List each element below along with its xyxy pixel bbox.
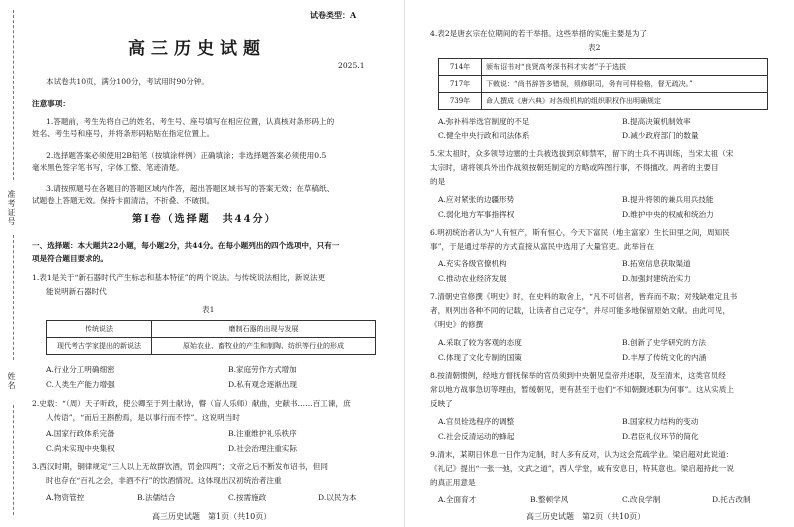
dashed-line-bottom [13, 405, 14, 515]
q7-stem: 《明史》的修撰 [430, 320, 484, 329]
q5-stem: 太宗时，诸将领兵外出作战须按朝廷制定的方略或阵图行事，不得擅改。两者的主要目 [430, 163, 719, 172]
dashed-line-top [13, 10, 14, 180]
q8-option-d[interactable]: D.君臣礼仪环节的简化 [622, 432, 699, 441]
q3-stem: 时也存在“百礼之会，非酒不行”的饮酒情况。这体现出汉初统治者注重 [46, 476, 282, 485]
q9-stem: 的真正用意是 [430, 478, 476, 487]
table-cell: 现代考古学家提出的新说法 [47, 338, 152, 355]
q1-option-d[interactable]: D.私有观念逐渐出现 [228, 380, 297, 389]
notes-heading: 注意事项： [32, 99, 70, 108]
note-line: 1.答题前，考生先将自己的姓名、考生号、座号填写在相应位置，认真核对条形码上的 [46, 117, 335, 126]
q9-option-d[interactable]: D.托古改制 [712, 495, 751, 504]
table-1-caption: 表1 [202, 305, 215, 314]
table-2-caption: 表2 [588, 43, 601, 52]
q1-option-c[interactable]: C.人类生产能力增强 [46, 380, 115, 389]
q4-option-b[interactable]: B.提高决策机制效率 [622, 117, 691, 126]
page-2 [416, 0, 778, 527]
instruction-line: 项是符合题目要求的。 [32, 254, 108, 263]
table-cell: 颁布诏书对“良贤高考深书科才实者”予于选拔 [482, 59, 768, 76]
q7-stem: 者，则列出各种不同的记载，让读者自己定夺”，并尽可能多地保留原始文献。由此可见， [430, 306, 731, 315]
q6-stem: 事”，于是通过举荐的方式直接从富民中选用了大量官吏。此举旨在 [430, 242, 655, 251]
q6-option-a[interactable]: A.充实各级官僚机构 [438, 259, 507, 268]
q7-option-b[interactable]: B.创新了史学研究的方法 [622, 338, 706, 347]
dashed-line-middle [13, 235, 14, 360]
table-cell: 714年 [439, 59, 482, 76]
q3-option-a[interactable]: A.物资管控 [46, 493, 85, 502]
q5-option-b[interactable]: B.提升将领的兼兵用兵技能 [622, 195, 714, 204]
q8-option-b[interactable]: B.国家权力结构的变动 [622, 417, 699, 426]
note-line: 3.请按照题号在各题目的答题区域内作答，超出答题区域书写的答案无效；在草稿纸、 [46, 184, 335, 193]
table-cell: 739年 [439, 93, 482, 110]
note-line: 毫米黑色签字笔书写，字体工整、笔迹清楚。 [32, 163, 184, 172]
q6-option-b[interactable]: B.拓宽信息获取渠道 [622, 259, 691, 268]
exam-date: 2025.1 [338, 61, 365, 70]
q3-option-c[interactable]: C.按需施政 [228, 493, 267, 502]
page-1 [32, 0, 394, 527]
q8-option-a[interactable]: A.官员铨选程序的调整 [438, 417, 515, 426]
q5-stem: 5.宋太祖时，众多领导边塞的士兵被选拔到京师禁军，留下的士兵不再训练，当宋太祖（宋 [430, 149, 734, 158]
table-cell: 磨制石器的出现与发展 [152, 321, 376, 338]
q3-option-b[interactable]: B.法儒结合 [137, 493, 176, 502]
table-2 [438, 58, 768, 110]
q7-option-a[interactable]: A.采取了较为客观的态度 [438, 338, 522, 347]
table-cell: 原始农业、畜牧业的产生和制陶、纺织等行业的形成 [152, 338, 376, 355]
q5-option-c[interactable]: C.弱化地方军事指挥权 [438, 210, 515, 219]
q9-option-c[interactable]: C.改良学制 [622, 495, 661, 504]
q4-option-d[interactable]: D.减少政府部门的数量 [622, 131, 699, 140]
q4-stem: 4.表2是唐玄宗在位期间的若干举措。这些举措的实施主要是为了 [430, 29, 648, 38]
q1-option-a[interactable]: A.行业分工明确细密 [46, 365, 115, 374]
intro-text: 本试卷共10页，满分100分，考试用时90分钟。 [46, 77, 209, 86]
note-line: 2.选择题答案必须使用2B铅笔（按填涂样例）正确填涂；非选择题答案必须使用0.5 [46, 151, 327, 160]
q9-option-b[interactable]: B.整顿学风 [530, 495, 569, 504]
exam-type: 试卷类型：A [310, 10, 357, 20]
q6-stem: 6.明初统治者认为“人有恒产，斯有恒心，今天下富民（地主富家）生长田里之间，周知民 [430, 228, 730, 237]
q2-option-c[interactable]: C.尚未实现中央集权 [46, 444, 115, 453]
q8-stem: 8.按清朝惯例，经地方督抚保举的官员须到中央朝见皇帝并述职，及至清末，这类官员经 [430, 371, 726, 380]
q6-option-c[interactable]: C.推动农业经济发展 [438, 274, 507, 283]
q8-option-c[interactable]: C.社会反清运动的蜂起 [438, 432, 515, 441]
note-line: 姓名、考生号和座号，并将条形码粘贴在指定位置上。 [32, 129, 215, 138]
table-cell: 命人撰成《唐六典》对各级机构的组织职权作出明确规定 [482, 93, 768, 110]
page-footer: 高三历史试题 第2页（共10页） [526, 512, 646, 521]
page-divider [404, 0, 405, 527]
q2-stem: 人传语”，“而后王斟酌焉，是以事行而不悖”。这说明当时 [46, 413, 240, 422]
q5-stem: 的是 [430, 177, 446, 186]
q7-option-d[interactable]: D.丰厚了传统文化的内涵 [622, 353, 707, 362]
candidate-number-label: 准考证号 [7, 190, 16, 226]
table-1 [46, 320, 376, 355]
q8-stem: 常以地方战事急切等理由，暂缓朝见，更有甚至于也们“不知朝觐述职为何事”。这从实质上 [430, 385, 734, 394]
q5-option-a[interactable]: A.应对紧张的边疆形势 [438, 195, 515, 204]
q7-stem: 7.清朝史官修撰《明史》时，在史料的取舍上，“凡不可信者，皆弃而不取；对残缺难定且书 [430, 292, 738, 301]
q3-stem: 3.西汉时期，铜律规定“三人以上无故群饮酒，罚金四两”；文帝之后不断发布诏书，但同 [32, 462, 328, 471]
q1-option-b[interactable]: B.家庭劳作方式增加 [228, 365, 297, 374]
binding-margin [0, 0, 30, 527]
table-cell: 传统说法 [47, 321, 152, 338]
name-label: 姓名 [7, 372, 16, 390]
table-cell: 717年 [439, 76, 482, 93]
q5-option-d[interactable]: D.维护中央的权威和统治力 [622, 210, 714, 219]
q2-option-d[interactable]: D.社会治理注重实际 [228, 444, 297, 453]
note-line: 试题卷上答题无效。保持卡面清洁，不折叠、不破损。 [32, 196, 215, 205]
q1-stem: 能说明新石器时代 [46, 287, 107, 296]
q9-stem: 9.清末，某期日休息一日作为定制，时人多有反对，认为这会荒疏学业。梁启超对此说道： [430, 450, 734, 459]
page-footer: 高三历史试题 第1页（共10页） [152, 512, 272, 521]
q3-option-d[interactable]: D.以民为本 [318, 493, 357, 502]
q8-stem: 反映了 [430, 399, 453, 408]
q4-option-a[interactable]: A.弥补科举选官制度的不足 [438, 117, 530, 126]
q6-option-d[interactable]: D.加强封建统治实力 [622, 274, 691, 283]
instruction-line: 一、选择题：本大题共22小题，每小题2分，共44分。在每小题列出的四个选项中，只有一 [32, 241, 340, 250]
q2-option-a[interactable]: A.国家行政体系完备 [46, 429, 115, 438]
q2-stem: 2.史载：“（周）天子听政，使公卿至于列士献诗，瞽（盲人乐师）献曲，史献书……百工谏，庶 [32, 399, 351, 408]
q4-option-c[interactable]: C.健全中央行政和司法体系 [438, 131, 530, 140]
section-heading: 第Ⅰ卷（选择题 共44分） [132, 214, 277, 225]
table-cell: 下敕说：“尚书辞答多错误，须修职司，务有可样检格，督无疏决。” [482, 76, 768, 93]
exam-title: 高三历史试题 [128, 39, 266, 59]
q9-stem: 《礼记》提出“一张一弛，文武之道”，西人学堂，咸有安息日，特其意也。梁启超持此一说 [430, 464, 734, 473]
q2-option-b[interactable]: B.注重维护礼乐秩序 [228, 429, 297, 438]
q1-stem: 1.表1是关于“新石器时代产生标志和基本特征”的两个说法。与传统说法相比，新说法更 [32, 273, 326, 282]
q9-option-a[interactable]: A.全面育才 [438, 495, 477, 504]
q7-option-c[interactable]: C.体现了文化专制的国策 [438, 353, 522, 362]
